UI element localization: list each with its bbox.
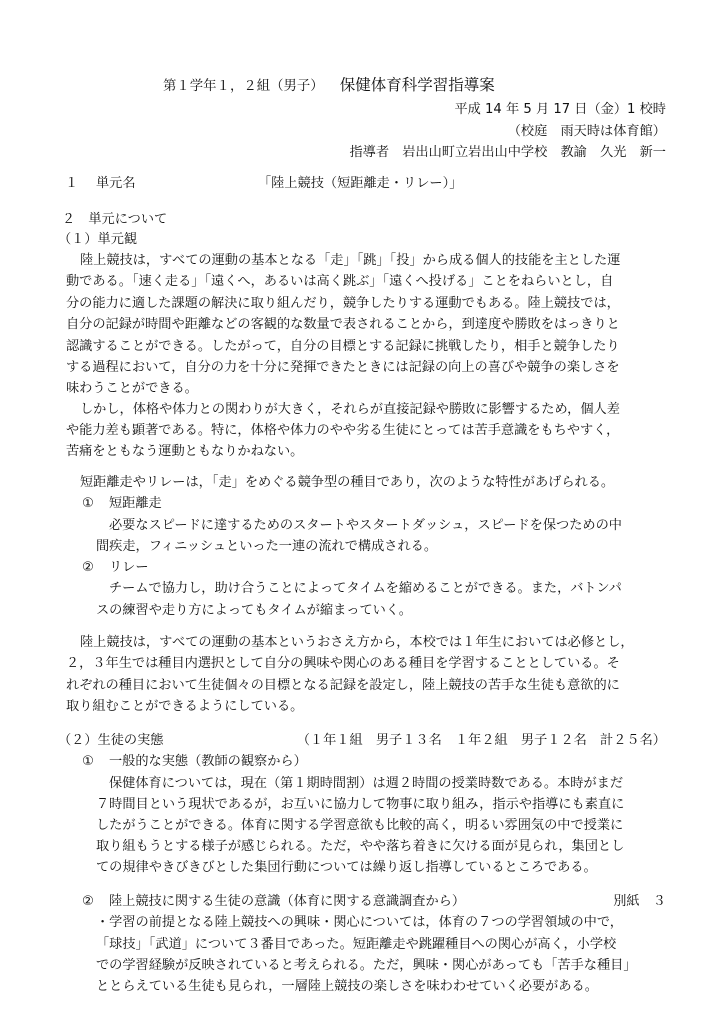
section1-number: １ [65,176,79,191]
text-line: チームで協力し，助け合うことによってタイムを縮めることができる。また，バトンパ [109,581,622,596]
text-line: ２，３年生では種目内選択として自分の興味や関心のある種目を学習することとしている。そ [66,656,620,671]
date-line: 平成 14 年 5 月 17 日（金）1 校時 [454,102,666,117]
text-line: 陸上競技は，すべての運動の基本というおさえ方から，本校では１年生においては必修とし， [80,635,634,650]
text-line: 間疾走，フィニッシュといった一連の流れで構成される。 [96,539,438,554]
text-line: したがうことができる。体育に関する学習意欲も比較的高く，明るい雰囲気の中で授業に [96,818,624,833]
unit-view-heading: （１）単元観 [58,232,138,247]
text-line: ・学習の前提となる陸上競技への興味・関心については，体育の７つの学習領域の中で， [96,915,623,930]
plan-title: 保健体育科学習指導案 [339,76,495,94]
item-title: 一般的な実態（教師の観察から） [109,754,307,769]
student-status-heading: （２）生徒の実態 [58,733,164,748]
attachment-reference: 別紙 ３ [613,894,666,909]
text-line: 自分の記録が時間や距離などの客観的な数量で表されることから，到達度や勝敗をはっきりと [66,317,620,332]
text-line: 「球技」「武道」について３番目であった。短距離走や跳躍種目への関心が高く，小学校 [96,937,617,952]
instructor-line: 指導者 岩出山町立岩出山中学校 教諭 久光 新一 [349,145,666,160]
item-title-line [82,895,465,908]
text-line: ての規律やきびきびとした集団行動については繰り返し指導しているところである。 [96,860,597,875]
text-line: 保健体育については，現在（第１期時間割）は週２時間の授業時数である。本時がまだ [109,776,624,791]
unit-name: 「陸上競技（短距離走・リレー）」 [258,176,463,191]
text-line: 陸上競技は，すべての運動の基本となる「走」「跳」「投」から成る個人的技能を主とした運 [80,253,621,268]
grade-class: 第１学年１，２組（男子） [163,79,324,94]
text-line: スの練習や走り方によってもタイムが縮まっていく。 [96,603,412,618]
item-title-line [82,755,307,768]
section2-heading: ２ 単元について [62,212,168,227]
text-line: や能力差も顕著である。特に，体格や体力のやや劣る生徒にとっては苦手意識をもちやすく， [66,423,620,438]
text-line: 苦痛をともなう運動ともなりかねない。 [66,444,304,459]
text-line: ととらえている生徒も見られ，一層陸上競技の楽しさを味わわせていく必要がある。 [96,979,598,994]
section1-label: 単元名 [96,176,136,191]
text-line: する過程において，自分の力を十分に発揮できたときには記録の向上の喜びや競争の楽しさを [66,360,620,375]
unit-view-paragraph-3: 短距離走やリレーは，「走」をめぐる競争型の種目であり，次のような特性があげられる。 [80,475,615,490]
circled-number-1: ① [82,496,94,511]
text-line: 取り組もうとする様子が感じられる。ただ，やや落ち着きに欠ける面が見られ，集団とし [96,839,625,854]
text-line: 取り組むことができるようにしている。 [66,699,304,714]
text-line: れぞれの種目において生徒個々の目標となる記録を設定し，陸上競技の苦手な生徒も意欲的に [66,678,620,693]
item-title: リレー [109,560,149,575]
text-line: 味わうことができる。 [66,381,198,396]
circled-number-1: ① [82,754,94,769]
text-line: しかし，体格や体力との関わりが大きく，それらが直接記録や勝敗に影響するため，個人差 [80,402,620,417]
circled-number-2: ② [82,560,94,575]
text-line: 必要なスピードに達するためのスタートやスタートダッシュ，スピードを保つための中 [109,518,622,533]
student-counts: （１年１組 男子１３名 １年２組 男子１２名 計２５名） [296,733,666,748]
item-title-line [82,561,149,574]
text-line: ７時間目という現状であるが，お互いに協力して物事に取り組み，指示や指導にも素直に [96,797,625,812]
circled-number-2: ② [82,894,94,909]
text-line: 認識することができる。したがって，自分の目標とする記録に挑戦したり，相手と競争したり [66,339,620,354]
item-title-line [82,497,162,510]
text-line: 分の能力に適した課題の解決に取り組んだり，競争したりする運動でもある。陸上競技では， [66,296,620,311]
place-line: （校庭 雨天時は体育館） [507,124,666,139]
item-title: 短距離走 [109,496,162,511]
item-title: 陸上競技に関する生徒の意識（体育に関する意識調査から） [109,894,466,909]
text-line: 動である。「速く走る」「遠くへ，あるいは高く跳ぶ」「遠くへ投げる」ことをねらいとし，自 [66,274,614,289]
document-title [163,78,495,94]
text-line: での学習経験が反映されていると考えられる。ただ，興味・関心があっても「苦手な種目」 [96,958,637,973]
